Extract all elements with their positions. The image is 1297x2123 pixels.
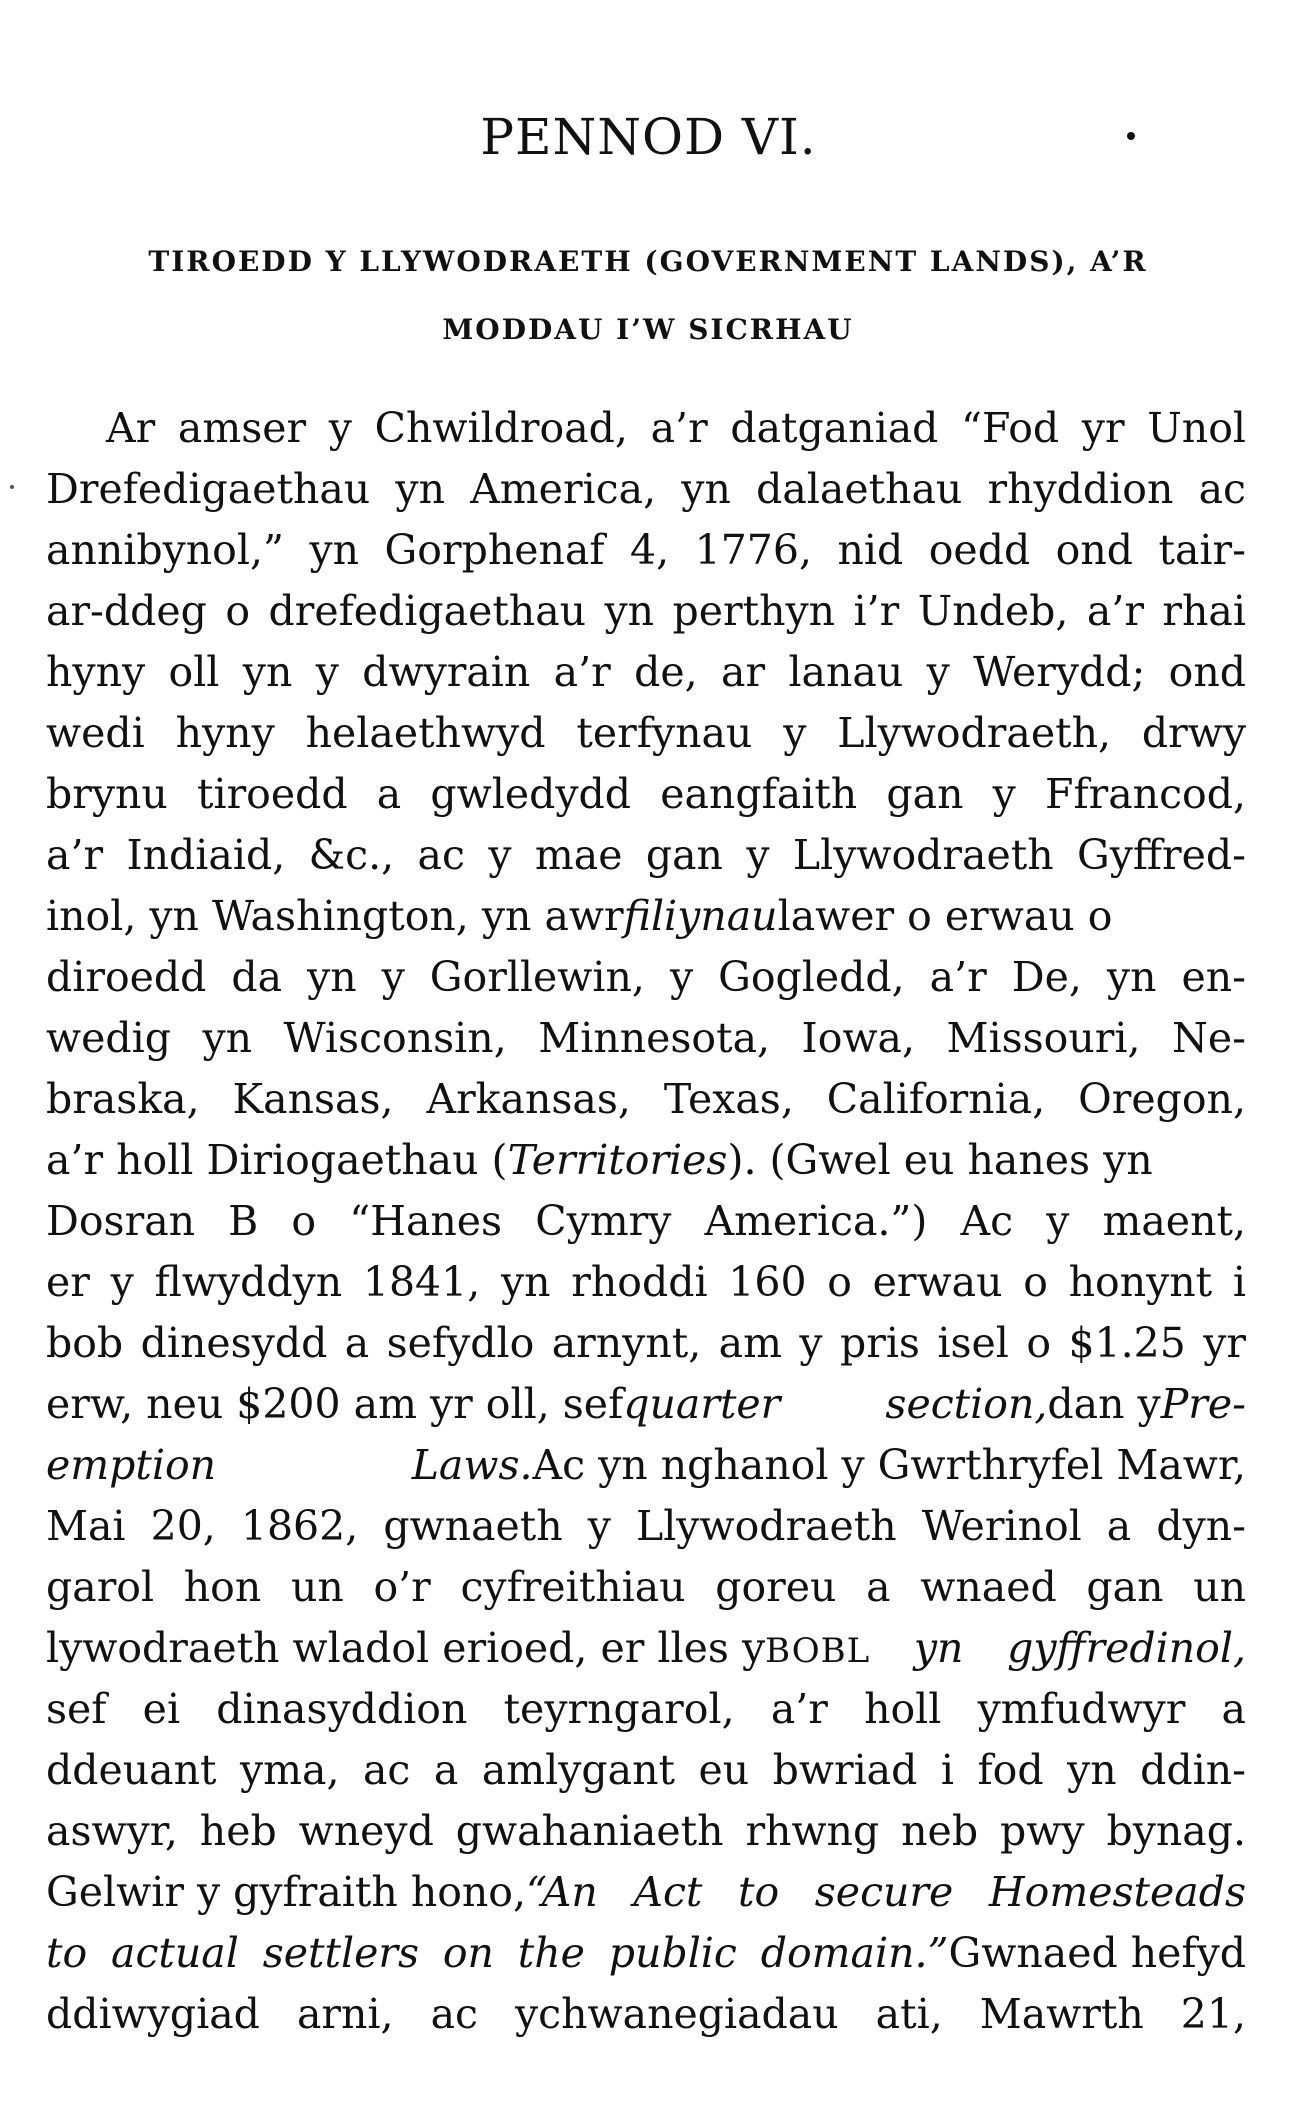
italic-phrase: Pre- <box>1160 1380 1246 1428</box>
text-line: emption Laws.Ac yn nghanol y Gwrthryfel Mawr, <box>46 1441 1246 1489</box>
text-line: inol, yn Washington, yn awrfiliynaulawer o erwau o <box>46 892 1113 940</box>
italic-phrase: to actual settlers on the public domain.” <box>46 1929 949 1977</box>
text-line: lywodraeth wladol erioed, er lles yBOBL yn gyffredinol, <box>46 1618 1246 1679</box>
text-line: ar-ddeg o drefedigaethau yn perthyn i’r Undeb, a’r rhai <box>46 587 1246 635</box>
text-line: erw, neu $200 am yr oll, sefquarter section,dan yPre- <box>46 1380 1246 1428</box>
text-line: Ar amser y Chwildroad, a’r datganiad “Fod yr Unol <box>106 404 1246 452</box>
italic-word: Territories <box>507 1136 728 1184</box>
text-line: wedi hyny helaethwyd terfynau y Llywodraeth, drwy <box>46 709 1246 757</box>
text-line: Gelwir y gyfraith hono,“An Act to secure Homesteads <box>46 1868 1246 1916</box>
text-line: Dosran B o “Hanes Cymry America.”) Ac y maent, <box>46 1197 1246 1245</box>
text-line: Drefedigaethau yn America, yn dalaethau rhyddion ac <box>46 465 1246 513</box>
text-line: ddiwygiad arni, ac ychwanegiadau ati, Mawrth 21, <box>46 1990 1246 2038</box>
text-line: ddeuant yma, ac a amlygant eu bwriad i fod yn ddin- <box>46 1746 1246 1794</box>
subheading-line-2: MODDAU I’W SICRHAU <box>442 313 854 346</box>
text-line: er y flwyddyn 1841, yn rhoddi 160 o erwau o honynt i <box>46 1258 1246 1306</box>
text-line: brynu tiroedd a gwledydd eangfaith gan y Ffrancod, <box>46 770 1246 818</box>
text-line: braska, Kansas, Arkansas, Texas, California, Oregon, <box>46 1075 1246 1123</box>
stray-dot-mark <box>1127 132 1135 140</box>
text-line: sef ei dinasyddion teyrngarol, a’r holl ymfudwyr a <box>46 1685 1246 1733</box>
text-line: annibynol,” yn Gorphenaf 4, 1776, nid oedd ond tair- <box>46 526 1246 574</box>
text-line: aswyr, heb wneyd gwahaniaeth rhwng neb pwy bynag. <box>46 1807 1246 1855</box>
italic-word: filiynau <box>623 892 778 940</box>
italic-phrase: yn gyffredinol, <box>870 1624 1246 1672</box>
small-caps-word: BOBL <box>765 1631 871 1671</box>
chapter-heading: PENNOD VI. <box>480 108 817 166</box>
text-line: to actual settlers on the public domain.”Gwnaed hefyd <box>46 1929 1246 1977</box>
text-line: a’r holl Diriogaethau (Territories). (Gwel eu hanes yn <box>46 1136 1153 1184</box>
text-line: wedig yn Wisconsin, Minnesota, Iowa, Missouri, Ne- <box>46 1014 1246 1062</box>
italic-phrase: emption Laws. <box>46 1441 533 1489</box>
margin-speck <box>10 485 14 489</box>
text-line: Mai 20, 1862, gwnaeth y Llywodraeth Werinol a dyn- <box>46 1502 1246 1550</box>
body-text <box>46 398 1246 2045</box>
subheading-line-1: TIROEDD Y LLYWODRAETH (GOVERNMENT LANDS), A’R <box>148 245 1148 278</box>
italic-phrase: quarter section, <box>623 1380 1048 1428</box>
chapter-subheading <box>48 228 1248 364</box>
text-line: a’r Indiaid, &c., ac y mae gan y Llywodraeth Gyffred- <box>46 831 1246 879</box>
text-line: hyny oll yn y dwyrain a’r de, ar lanau y Werydd; ond <box>46 648 1246 696</box>
text-line: bob dinesydd a sefydlo arnynt, am y pris isel o $1.25 yr <box>46 1319 1246 1367</box>
italic-phrase: “An Act to secure Homesteads <box>526 1868 1246 1916</box>
text-line: garol hon un o’r cyfreithiau goreu a wnaed gan un <box>46 1563 1246 1611</box>
text-line: diroedd da yn y Gorllewin, y Gogledd, a’r De, yn en- <box>46 953 1246 1001</box>
